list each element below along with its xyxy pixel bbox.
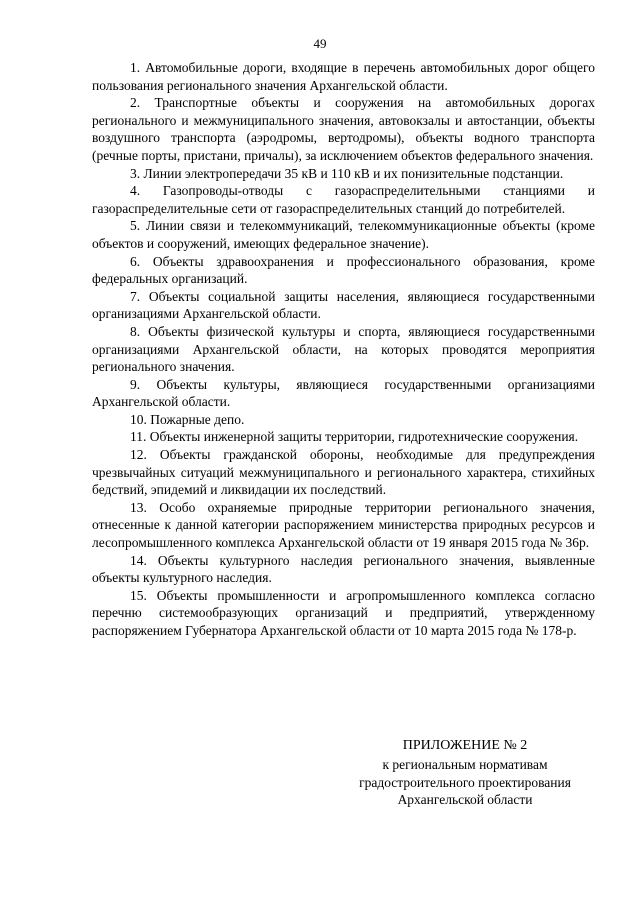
list-item: 14. Объекты культурного наследия регионального значения, выявленные объекты культурного наследия. xyxy=(92,552,595,586)
page-number: 49 xyxy=(313,36,327,51)
appendix-subtitle-line: градостроительного проектирования xyxy=(359,774,571,790)
list-item: 1. Автомобильные дороги, входящие в перечень автомобильных дорог общего пользования регионального значения Архангельской области. xyxy=(92,60,595,93)
list-item: 4. Газопроводы-отводы с газораспределительными станциями и газораспределительные сети от газораспределительных станций до потребителей. xyxy=(92,183,595,216)
list-item: 12. Объекты гражданской обороны, необходимые для предупреждения чрезвычайных ситуаций межмуниципального и регионального характера, стихийных бедствий, эпидемий и ликвидации их последствий. xyxy=(92,447,595,498)
list-item: 15. Объекты промышленности и агропромышленного комплекса согласно перечню системообразующих организаций и предприятий, утвержденному распоряжением Губернатора Архангельской области от 10 марта 2015 года № 178-р. xyxy=(92,587,595,638)
list-item: 2. Транспортные объекты и сооружения на автомобильных дорогах регионального и межмуниципального значения, автовокзалы и автостанции, объекты воздушного транспорта (аэродромы, вертодромы), объекты водного транспорта (речные порты, пристани, причалы), за исключением объектов федерального значения. xyxy=(92,95,595,163)
list-item: 13. Особо охраняемые природные территории регионального значения, отнесенные к данной категории распоряжением министерства природных ресурсов и лесопромышленного комплекса Архангельской области от 19 января 2015 года № 36р. xyxy=(92,499,595,551)
list-item: 10. Пожарные депо. xyxy=(130,411,245,427)
list-item: 7. Объекты социальной защиты населения, являющиеся государственными организациями Архангельской области. xyxy=(92,288,595,322)
list-item: 11. Объекты инженерной защиты территории, гидротехнические сооружения. xyxy=(130,429,579,445)
list-item: 3. Линии электропередачи 35 кВ и 110 кВ и их понизительные подстанции. xyxy=(130,165,564,181)
list-item: 9. Объекты культуры, являющиеся государственными организациями Архангельской области. xyxy=(92,376,595,410)
list-item: 6. Объекты здравоохранения и профессионального образования, кроме федеральных организаций. xyxy=(92,253,595,287)
appendix-subtitle-line: Архангельской области xyxy=(397,792,533,807)
document-body xyxy=(92,59,595,640)
appendix-block xyxy=(330,736,600,809)
list-item: 8. Объекты физической культуры и спорта, являющиеся государственными организациями Архангельской области, на которых проводятся мероприятия регионального значения. xyxy=(92,323,595,375)
appendix-title: ПРИЛОЖЕНИЕ № 2 xyxy=(402,738,528,753)
appendix-subtitle-line: к региональным нормативам xyxy=(382,757,548,772)
list-item: 5. Линии связи и телекоммуникаций, телекоммуникационные объекты (кроме объектов и сооружений, имеющих федеральное значение). xyxy=(92,218,595,251)
